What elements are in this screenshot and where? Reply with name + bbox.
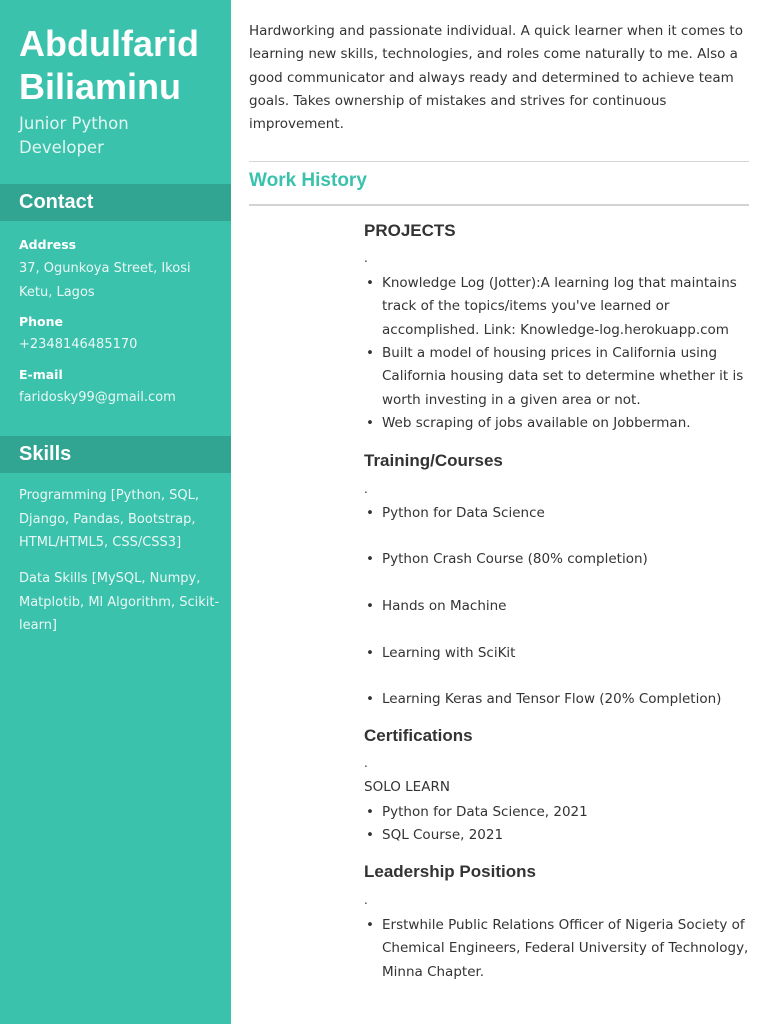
list-item-text: Knowledge Log (Jotter):A learning log that maintains track of the topics/items you've learned or accomplished. Link: Knowledge-log.herokuapp.com (382, 275, 737, 338)
bullet-icon: • (366, 598, 374, 614)
certifications-heading: Certifications (364, 726, 473, 745)
bullet-icon: • (366, 415, 374, 431)
projects-dot: . (364, 251, 368, 265)
list-item-text: Python for Data Science, 2021 (382, 804, 588, 820)
phone-label: Phone (19, 314, 64, 329)
phone-value: +2348146485170 (19, 337, 138, 352)
list-item (366, 272, 750, 342)
training-dot: . (364, 482, 368, 496)
certification-provider: SOLO LEARN (364, 779, 450, 795)
skill-item: Data Skills [MySQL, Numpy, Matplotib, Ml Algorithm, Scikit-learn] (19, 571, 220, 633)
bullet-icon: • (366, 551, 374, 567)
name-line-2: Biliaminu (19, 66, 182, 107)
certifications-dot: . (364, 756, 368, 770)
list-item-text: Learning with SciKit (382, 645, 516, 661)
list-item (366, 412, 750, 435)
address-line-2: Ketu, Lagos (19, 284, 95, 300)
bullet-icon: • (366, 275, 374, 291)
list-item (366, 595, 750, 618)
name-line-1: Abdulfarid (19, 23, 199, 64)
sidebar (0, 0, 231, 1024)
leadership-heading: Leadership Positions (364, 862, 536, 881)
training-heading: Training/Courses (364, 451, 503, 470)
bullet-icon: • (366, 827, 374, 843)
list-item-text: Hands on Machine (382, 598, 507, 614)
work-history-heading: Work History (249, 170, 367, 191)
list-item-text: Learning Keras and Tensor Flow (20% Completion) (382, 691, 722, 707)
bullet-icon: • (366, 804, 374, 820)
bullet-icon: • (366, 645, 374, 661)
email-value: faridosky99@gmail.com (19, 390, 176, 405)
list-item-text: Python Crash Course (80% completion) (382, 551, 648, 567)
skills-heading: Skills (0, 436, 231, 473)
address-line-1: 37, Ogunkoya Street, Ikosi (19, 261, 191, 276)
list-item-text: Web scraping of jobs available on Jobberman. (382, 415, 691, 431)
job-title (19, 112, 129, 160)
bullet-icon: • (366, 345, 374, 361)
list-item (366, 642, 750, 665)
list-item (366, 548, 750, 571)
divider (249, 204, 749, 206)
leadership-dot: . (364, 893, 368, 907)
divider (249, 161, 749, 162)
bullet-icon: • (366, 691, 374, 707)
address-label: Address (19, 237, 77, 252)
list-item (366, 688, 750, 711)
list-item (366, 824, 750, 847)
skill-item: Programming [Python, SQL, Django, Pandas, Bootstrap, HTML/HTML5, CSS/CSS3] (19, 488, 200, 550)
candidate-name (19, 22, 199, 108)
list-item-text: Python for Data Science (382, 505, 545, 521)
contact-heading: Contact (0, 184, 231, 221)
job-title-line-2: Developer (19, 138, 104, 157)
list-item (366, 342, 750, 412)
bullet-icon: • (366, 917, 374, 933)
list-item (366, 801, 750, 824)
list-item (366, 914, 750, 984)
email-label: E-mail (19, 367, 63, 382)
list-item-text: Erstwhile Public Relations Officer of Nigeria Society of Chemical Engineers, Federal University of Technology, Minna Chapter. (382, 917, 749, 980)
projects-heading: PROJECTS (364, 221, 456, 240)
list-item-text: Built a model of housing prices in California using California housing data set to determine whether it is worth investing in a given area or not. (382, 345, 744, 408)
bullet-icon: • (366, 505, 374, 521)
list-item (366, 502, 750, 525)
professional-summary: Hardworking and passionate individual. A quick learner when it comes to learning new skills, technologies, and roles come naturally to me. Also a good communicator and always ready and determined to achieve team goals. Takes ownership of mistakes and strives for continuous improvement. (249, 23, 743, 133)
list-item-text: SQL Course, 2021 (382, 827, 504, 843)
address-value (19, 257, 219, 304)
job-title-line-1: Junior Python (19, 114, 129, 133)
